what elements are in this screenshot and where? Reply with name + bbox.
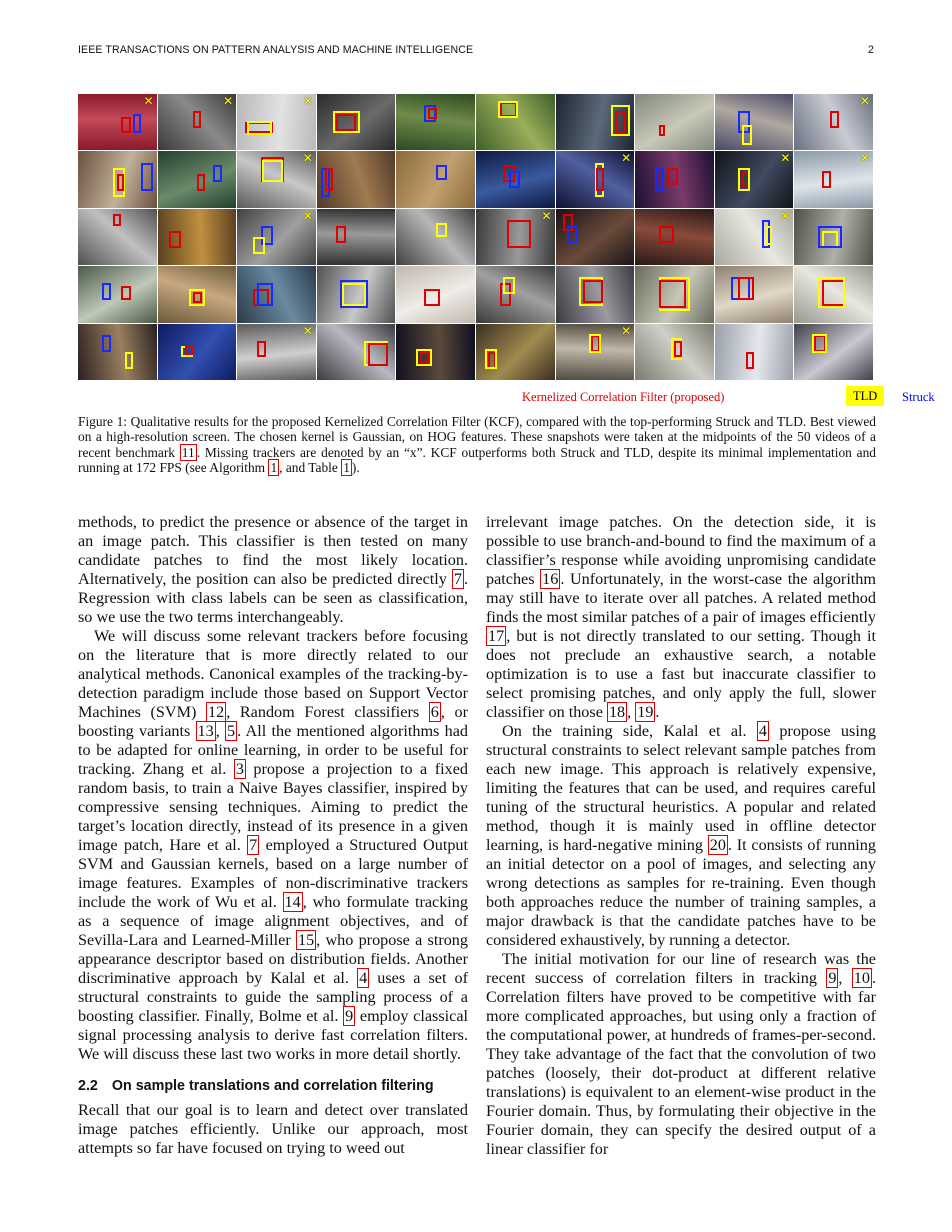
paragraph-text: , but is not directly translated to our setting. Though it does not preclude an exhaustive search, a notable optimization is to use a fast but inaccurate classifier to select promising patches, and only apply the full, slower classifier on those — [486, 627, 876, 721]
table-link[interactable]: 1 — [343, 459, 350, 475]
benchmark-snapshot — [158, 151, 237, 207]
citation-link[interactable]: 7 — [453, 570, 462, 588]
tracker-bounding-box — [507, 220, 531, 248]
paragraph-text: uses a set of structural constraints to guide the sampling process of a boosting classifier. Finally, Bolme et al. — [78, 969, 469, 1025]
benchmark-snapshot — [237, 151, 316, 207]
benchmark-snapshot — [237, 209, 316, 265]
tracker-bounding-box — [102, 335, 111, 352]
tracker-bounding-box — [485, 349, 497, 369]
tracker-bounding-box — [197, 174, 205, 191]
tracker-bounding-box — [416, 349, 432, 366]
benchmark-snapshot — [635, 266, 714, 322]
benchmark-snapshot — [396, 324, 475, 380]
algorithm-link[interactable]: 1 — [270, 459, 278, 475]
missing-tracker-x-icon: ✕ — [143, 94, 154, 108]
benchmark-snapshot — [317, 266, 396, 322]
benchmark-snapshot — [237, 94, 316, 150]
paragraph — [486, 722, 876, 950]
tracker-bounding-box — [818, 226, 842, 249]
tracker-bounding-box — [185, 346, 193, 354]
tracker-bounding-box — [247, 121, 272, 135]
benchmark-snapshot — [396, 94, 475, 150]
tracker-bounding-box — [667, 168, 679, 185]
benchmark-snapshot — [158, 94, 237, 150]
tracker-bounding-box — [125, 352, 133, 369]
running-header — [78, 44, 874, 56]
paragraph-text: The initial motivation for our line of research was the recent success of correlation filters in tracking — [486, 950, 876, 987]
benchmark-snapshot — [476, 151, 555, 207]
citation-link[interactable]: 9 — [828, 969, 837, 987]
citation-link[interactable]: 4 — [758, 722, 767, 740]
figure-legend — [78, 386, 935, 408]
paragraph — [78, 627, 468, 1064]
caption-text: , and Table — [279, 459, 342, 475]
tracker-bounding-box — [169, 231, 181, 248]
tracker-bounding-box — [742, 125, 751, 145]
benchmark-snapshot — [556, 151, 635, 207]
benchmark-snapshot — [396, 151, 475, 207]
benchmark-snapshot — [476, 209, 555, 265]
paragraph-text: , who formulate tracking as a sequence of image alignment objectives, and of Sevilla-Lara and Learned-Miller — [78, 893, 468, 949]
paragraph — [78, 1101, 468, 1158]
missing-tracker-x-icon: ✕ — [621, 151, 632, 166]
benchmark-snapshot — [396, 209, 475, 265]
paragraph-text: , — [627, 703, 636, 721]
legend-kcf: Kernelized Correlation Filter (proposed) — [522, 390, 725, 404]
tracker-bounding-box — [117, 174, 123, 191]
citation-link[interactable]: 3 — [235, 760, 244, 778]
paragraph — [486, 950, 876, 1159]
citation-link[interactable]: 6 — [430, 703, 439, 721]
benchmark-snapshot — [794, 266, 873, 322]
citation-link[interactable]: 7 — [249, 836, 258, 854]
benchmark-snapshot — [78, 209, 157, 265]
citation-link[interactable]: 4 — [359, 969, 368, 987]
benchmark-snapshot — [237, 266, 316, 322]
missing-tracker-x-icon: ✕ — [780, 208, 791, 223]
tracker-bounding-box — [509, 171, 520, 188]
tracker-bounding-box — [596, 168, 604, 191]
missing-tracker-x-icon: ✕ — [302, 208, 313, 223]
tracker-bounding-box — [257, 283, 273, 306]
caption-text: Figure 1: Qualitative results for the proposed Kernelized Correlation Filter (KCF), compared with the top-performing Struck and TLD. Best viewed on a high-resolution screen. The chosen kernel is Gaussian, on HOG features. These snapshots were taken at the midpoints of the 50 videos of a recent benchmark — [78, 414, 876, 460]
tracker-bounding-box — [659, 226, 675, 243]
citation-link[interactable]: 19 — [637, 703, 654, 721]
benchmark-snapshot — [158, 324, 237, 380]
missing-tracker-x-icon: ✕ — [302, 151, 313, 166]
paragraph-text: . Unfortunately, in the worst-case the algorithm may still have to iterate over all patches. A related method finds the most similar patches of a pair of images efficiently — [486, 570, 876, 626]
tracker-bounding-box — [121, 286, 130, 300]
benchmark-snapshot — [794, 209, 873, 265]
tracker-bounding-box — [436, 165, 448, 179]
paragraph-text: , — [215, 722, 226, 740]
tracker-bounding-box — [113, 214, 121, 225]
tracker-bounding-box — [655, 168, 664, 191]
benchmark-snapshot — [635, 151, 714, 207]
paragraph-text: , or boosting variants — [78, 703, 468, 740]
benchmark-snapshot — [715, 324, 794, 380]
citation-link[interactable]: 17 — [488, 627, 505, 645]
citation-link[interactable]: 16 — [542, 570, 559, 588]
tracker-bounding-box — [436, 223, 448, 237]
tracker-bounding-box — [822, 171, 831, 188]
section-heading — [78, 1077, 468, 1095]
benchmark-snapshot — [158, 266, 237, 322]
paragraph-text: employ classical signal processing analysis to derive fast correlation filters. We will discuss these last two works in more detail shortly. — [78, 1007, 469, 1063]
tracker-bounding-box — [818, 277, 846, 308]
tracker-bounding-box — [121, 117, 130, 134]
paragraph-text: We will discuss some relevant trackers before focusing on the literature that is more directly related to our analytical methods. Canonical examples of the tracking-by-detection paradigm include those based on Support Vector Machines (SVM) — [78, 627, 468, 721]
figure-caption — [78, 414, 876, 475]
tracker-bounding-box — [141, 163, 153, 191]
legend-tld: TLD — [846, 386, 884, 406]
paragraph-text: On the training side, Kalal et al. — [502, 722, 757, 740]
tracker-bounding-box — [428, 108, 437, 119]
paragraph-text: propose a projection to a fixed random basis, to train a Naive Bayes classifier, inspired by compressive sensing techniques. Aiming to predict the target’s location directly, instead of its presence in a given image patch, Hare et al. — [78, 760, 468, 854]
journal-name: IEEE TRANSACTIONS ON PATTERN ANALYSIS AND MACHINE INTELLIGENCE — [78, 44, 474, 56]
benchmark-snapshot — [794, 151, 873, 207]
tracker-bounding-box — [336, 114, 356, 131]
left-column — [78, 513, 468, 1158]
tracker-bounding-box — [674, 341, 682, 358]
benchmark-snapshot — [715, 209, 794, 265]
tracker-bounding-box — [659, 280, 687, 308]
missing-tracker-x-icon: ✕ — [302, 94, 313, 108]
citation-link[interactable]: 20 — [709, 836, 726, 854]
paragraph-text: . — [655, 703, 660, 721]
benchmark-snapshot — [317, 94, 396, 150]
legend-struck: Struck — [902, 390, 935, 404]
tracker-bounding-box — [102, 283, 111, 300]
benchmark-snapshot — [635, 209, 714, 265]
benchmark-snapshot — [476, 324, 555, 380]
tracker-bounding-box — [738, 277, 754, 300]
citation-link[interactable]: 12 — [208, 703, 225, 721]
benchmark-snapshot — [556, 209, 635, 265]
citation-link[interactable]: 9 — [345, 1007, 354, 1025]
paragraph-text: employed a Structured Output SVM and Gaussian kernels, based on a large number of image features. Examples of non-discriminative trackers include the work of Wu et al. — [78, 836, 468, 911]
missing-tracker-x-icon: ✕ — [302, 323, 313, 338]
section-title: On sample translations and correlation filtering — [111, 1078, 434, 1094]
tracker-bounding-box — [253, 237, 265, 254]
tracker-bounding-box — [738, 168, 750, 191]
benchmark-snapshot — [396, 266, 475, 322]
tracker-bounding-box — [659, 125, 665, 136]
tracker-bounding-box — [342, 283, 366, 306]
paragraph-text: . Correlation filters have proved to be competitive with far more complicated approaches, but using only a fraction of the computational power, at hundreds of frames-per-second. They take advantage of the fact that the convolution of two patches (loosely, their dot-product at different relative translations) is equivalent to an element-wise product in the Fourier domain. Thus, by formulating their objective in the Fourier domain, they can specify the desired output of a linear classifier for — [486, 969, 877, 1158]
tracker-bounding-box — [567, 226, 576, 243]
tracker-bounding-box — [615, 111, 627, 134]
benchmark-snapshot — [715, 94, 794, 150]
paragraph-text: . It consists of running an initial detector on a pool of images, and selecting any wrong detections as samples for re-training. Even though both approaches reduce the number of training samples, a major drawback is that the candidate patches have to be considered exhaustively, by running a detector. — [486, 836, 876, 949]
section-number: 2.2 — [78, 1078, 98, 1094]
paragraph-text: . Regression with class labels can be seen as classification, so we use the two terms interchangeably. — [78, 570, 468, 626]
benchmark-snapshot — [158, 209, 237, 265]
tracker-bounding-box — [424, 289, 440, 306]
tracker-bounding-box — [262, 160, 282, 183]
tracker-bounding-box — [368, 343, 388, 366]
tracker-bounding-box — [193, 292, 202, 303]
citation-link[interactable]: 15 — [297, 931, 315, 949]
tracker-bounding-box — [589, 334, 601, 354]
tracker-bounding-box — [133, 114, 141, 134]
missing-tracker-x-icon: ✕ — [859, 151, 870, 166]
benchmark-snapshot — [78, 266, 157, 322]
tracker-bounding-box — [766, 226, 772, 246]
benchmark-snapshot — [476, 266, 555, 322]
benchmark-snapshot — [556, 324, 635, 380]
benchmark-snapshot — [794, 324, 873, 380]
tracker-bounding-box — [503, 277, 515, 294]
tracker-bounding-box — [213, 165, 222, 182]
benchmark-snapshot — [556, 266, 635, 322]
paragraph-text: , — [838, 969, 852, 987]
paragraph-text: methods, to predict the presence or absence of the target in an image patch. This classifier is then tested on many candidate patches to find the most likely location. Alternatively, the position can also be predicted directly — [78, 513, 468, 588]
tracker-bounding-box — [257, 341, 266, 358]
benchmark-snapshot — [78, 324, 157, 380]
tracker-bounding-box — [336, 226, 345, 243]
tracker-bounding-box — [812, 334, 828, 354]
tracker-bounding-box — [830, 111, 839, 128]
citation-link[interactable]: 18 — [608, 703, 626, 721]
benchmark-snapshot — [476, 94, 555, 150]
paragraph-text: propose using structural constraints to select relevant sample patches from each new image. This approach is relatively expensive, limiting the features that can be used, and requires careful tuning of the structural heuristics. A popular and related method, though it is mainly used in offline detector learning, is hard-negative mining — [486, 722, 877, 854]
benchmark-snapshot — [237, 324, 316, 380]
benchmark-snapshot — [317, 324, 396, 380]
benchmark-snapshot — [78, 94, 157, 150]
tracker-bounding-box — [193, 111, 201, 128]
benchmark-snapshot — [78, 151, 157, 207]
missing-tracker-x-icon: ✕ — [859, 94, 870, 108]
paragraph — [486, 513, 876, 722]
citation-link[interactable]: 13 — [197, 722, 214, 740]
right-column — [486, 513, 876, 1159]
benchmark-snapshot — [317, 209, 396, 265]
citation-link[interactable]: 5 — [227, 722, 236, 740]
paragraph-text: , who propose a strong appearance descriptor based on distribution fields. Another discriminative approach by Kalal et al. — [78, 931, 468, 987]
benchmark-snapshot — [317, 151, 396, 207]
missing-tracker-x-icon: ✕ — [541, 208, 552, 223]
benchmark-snapshot — [715, 266, 794, 322]
paragraph — [78, 513, 468, 627]
missing-tracker-x-icon: ✕ — [621, 323, 632, 338]
benchmark-snapshot — [635, 94, 714, 150]
tracker-bounding-box — [746, 352, 754, 369]
missing-tracker-x-icon: ✕ — [780, 151, 791, 166]
benchmark-snapshot — [794, 94, 873, 150]
paragraph-text: Recall that our goal is to learn and detect over translated image patches efficiently. Unlike our approach, most attempts so far have focused on trying to weed out — [78, 1101, 468, 1157]
tracker-bounding-box — [583, 280, 603, 303]
missing-tracker-x-icon: ✕ — [223, 94, 234, 108]
benchmark-snapshot — [715, 151, 794, 207]
caption-text: ). — [351, 459, 360, 475]
benchmark-snapshot — [556, 94, 635, 150]
caption-text: . Missing trackers are denoted by an “x”. KCF outperforms both Struck and TLD, despite its minimal implementation and running at 172 FPS (see Algorithm — [78, 444, 876, 475]
tracker-bounding-box — [325, 168, 333, 191]
paragraph-text: , Random Forest classifiers — [226, 703, 429, 721]
tracker-bounding-box — [498, 101, 518, 118]
paragraph-text: . All the mentioned algorithms had to be adapted for online learning, in order to be useful for tracking. Zhang et al. — [78, 722, 468, 778]
benchmark-snapshot — [635, 324, 714, 380]
citation-link[interactable]: 10 — [853, 969, 870, 987]
paragraph-text: irrelevant image patches. On the detection side, it is possible to use branch-and-bound to find the maximum of a classifier’s response while avoiding unpromising candidate patches — [486, 513, 876, 588]
citation-link[interactable]: 11 — [181, 444, 195, 460]
citation-link[interactable]: 14 — [284, 893, 301, 911]
page-number: 2 — [868, 44, 874, 56]
qualitative-results-mosaic — [78, 94, 873, 380]
